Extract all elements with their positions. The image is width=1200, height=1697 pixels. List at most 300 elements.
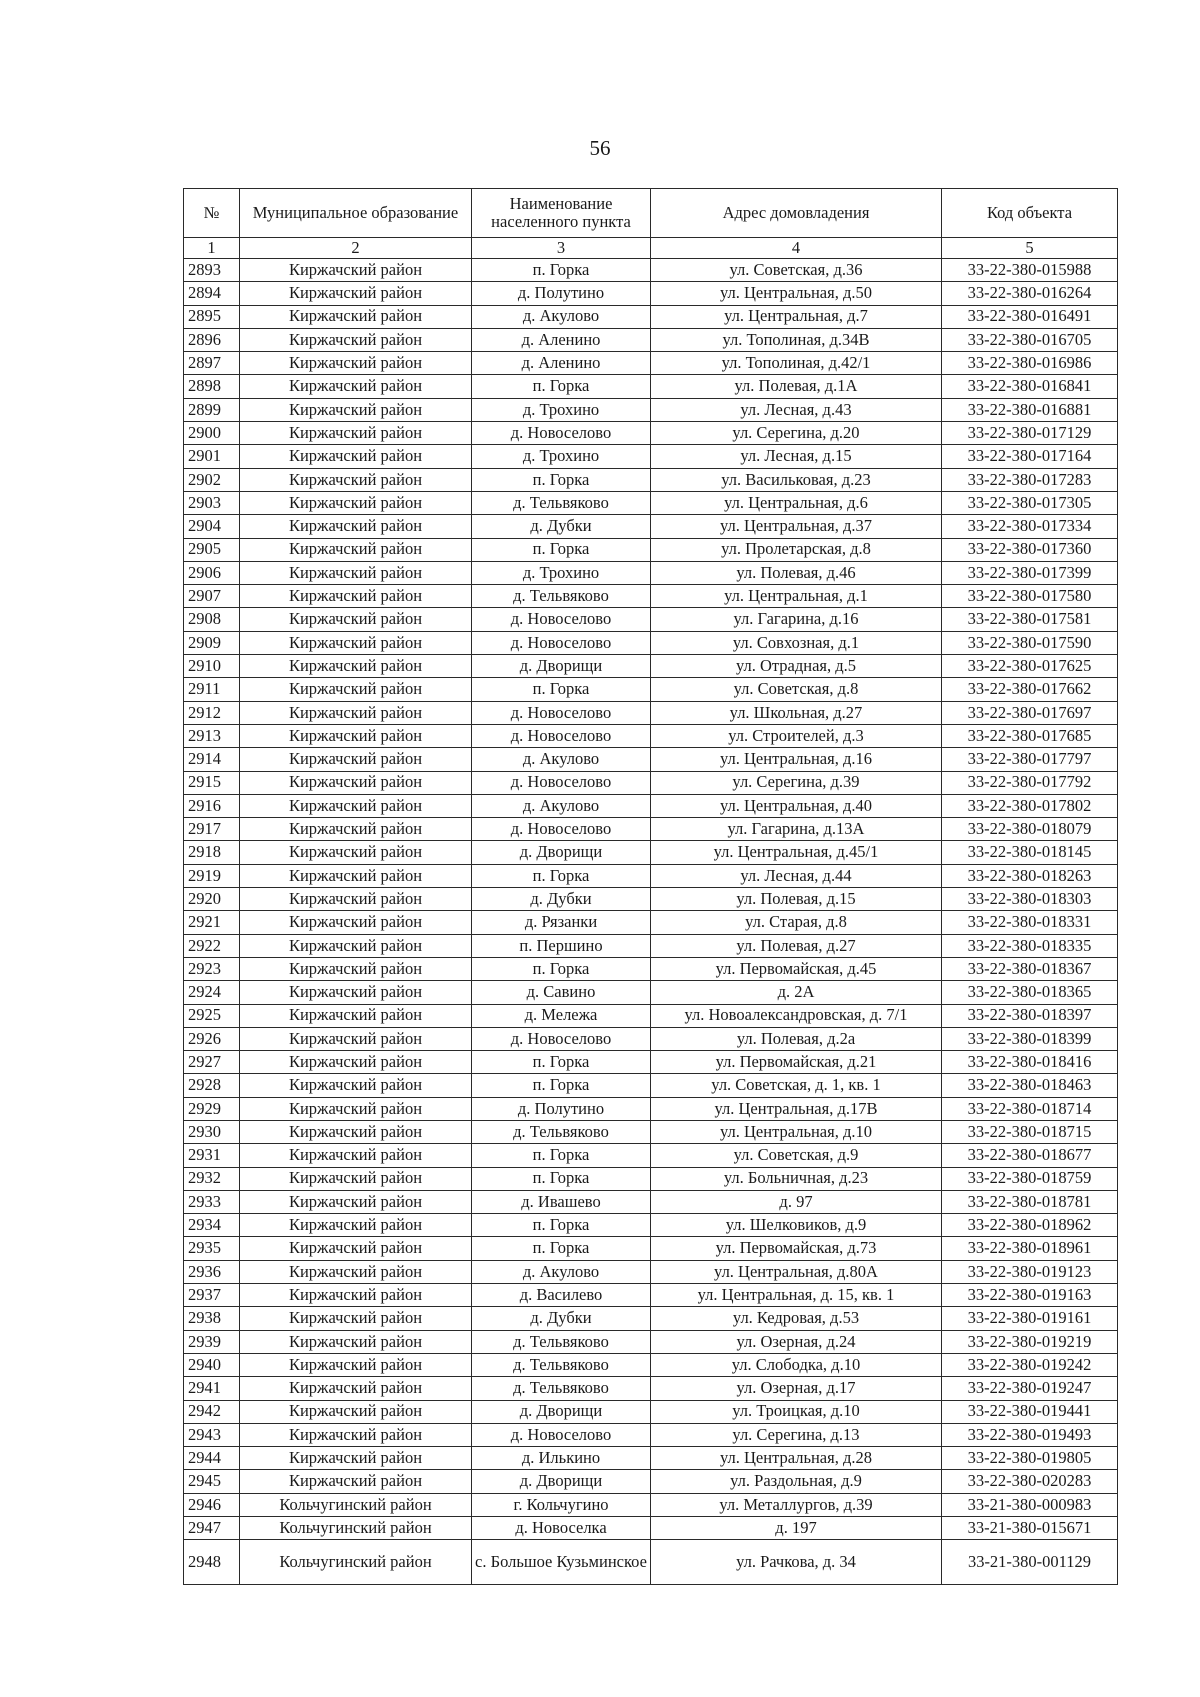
locality-cell: д. Новоселово (472, 1423, 651, 1446)
address-cell: ул. Озерная, д.17 (651, 1377, 942, 1400)
row-number: 2906 (184, 561, 240, 584)
object-code-cell: 33-22-380-018399 (942, 1027, 1118, 1050)
address-cell: ул. Центральная, д.80А (651, 1260, 942, 1283)
object-code-cell: 33-22-380-016986 (942, 352, 1118, 375)
row-number: 2903 (184, 491, 240, 514)
locality-cell: д. Акулово (472, 305, 651, 328)
address-cell: ул. Серегина, д.20 (651, 422, 942, 445)
object-code-cell: 33-22-380-016841 (942, 375, 1118, 398)
municipality-cell: Киржачский район (240, 1400, 472, 1423)
locality-cell: п. Горка (472, 678, 651, 701)
municipality-cell: Киржачский район (240, 515, 472, 538)
municipality-cell: Киржачский район (240, 631, 472, 654)
municipality-cell: Киржачский район (240, 259, 472, 282)
municipality-cell: Киржачский район (240, 724, 472, 747)
locality-cell: п. Горка (472, 1167, 651, 1190)
row-number: 2901 (184, 445, 240, 468)
address-cell: ул. Полевая, д.2а (651, 1027, 942, 1050)
object-code-cell: 33-22-380-017334 (942, 515, 1118, 538)
header-object-code: Код объекта (942, 189, 1118, 238)
object-code-cell: 33-22-380-017662 (942, 678, 1118, 701)
locality-cell: п. Горка (472, 1051, 651, 1074)
locality-cell: д. Василево (472, 1284, 651, 1307)
municipality-cell: Киржачский район (240, 771, 472, 794)
row-number: 2947 (184, 1517, 240, 1540)
object-code-cell: 33-22-380-019219 (942, 1330, 1118, 1353)
column-number-row (184, 238, 1118, 259)
locality-cell: д. Новоселово (472, 631, 651, 654)
locality-cell: д. Ивашево (472, 1190, 651, 1213)
row-number: 2939 (184, 1330, 240, 1353)
object-code-cell: 33-22-380-018714 (942, 1097, 1118, 1120)
column-number: 3 (472, 238, 651, 259)
table-row (184, 352, 1118, 375)
row-number: 2909 (184, 631, 240, 654)
column-number: 2 (240, 238, 472, 259)
row-number: 2927 (184, 1051, 240, 1074)
row-number: 2922 (184, 934, 240, 957)
row-number: 2933 (184, 1190, 240, 1213)
address-cell: д. 2А (651, 981, 942, 1004)
table-row (184, 631, 1118, 654)
address-cell: ул. Полевая, д.1А (651, 375, 942, 398)
municipality-cell: Киржачский район (240, 1307, 472, 1330)
object-code-cell: 33-22-380-018677 (942, 1144, 1118, 1167)
table-row (184, 1097, 1118, 1120)
table-row (184, 888, 1118, 911)
locality-cell: д. Дворищи (472, 1400, 651, 1423)
object-code-cell: 33-22-380-018365 (942, 981, 1118, 1004)
table-row (184, 794, 1118, 817)
table-row (184, 818, 1118, 841)
object-code-cell: 33-21-380-001129 (942, 1540, 1118, 1585)
object-code-cell: 33-22-380-017625 (942, 655, 1118, 678)
address-cell: ул. Кедровая, д.53 (651, 1307, 942, 1330)
locality-cell: д. Рязанки (472, 911, 651, 934)
municipality-cell: Киржачский район (240, 491, 472, 514)
table-body (184, 259, 1118, 1585)
address-cell: ул. Советская, д. 1, кв. 1 (651, 1074, 942, 1097)
row-number: 2916 (184, 794, 240, 817)
address-cell: ул. Рачкова, д. 34 (651, 1540, 942, 1585)
locality-cell: д. Новоселово (472, 818, 651, 841)
address-cell: ул. Тополиная, д.42/1 (651, 352, 942, 375)
municipality-cell: Киржачский район (240, 608, 472, 631)
row-number: 2937 (184, 1284, 240, 1307)
row-number: 2935 (184, 1237, 240, 1260)
municipality-cell: Киржачский район (240, 1470, 472, 1493)
municipality-cell: Кольчугинский район (240, 1517, 472, 1540)
table-row (184, 1120, 1118, 1143)
table-row (184, 934, 1118, 957)
row-number: 2899 (184, 398, 240, 421)
municipality-cell: Киржачский район (240, 561, 472, 584)
locality-cell: п. Горка (472, 468, 651, 491)
row-number: 2944 (184, 1447, 240, 1470)
address-cell: ул. Васильковая, д.23 (651, 468, 942, 491)
page-number: 56 (589, 136, 611, 160)
object-code-cell: 33-22-380-018079 (942, 818, 1118, 841)
object-code-cell: 33-22-380-019123 (942, 1260, 1118, 1283)
object-code-cell: 33-22-380-018416 (942, 1051, 1118, 1074)
municipality-cell: Киржачский район (240, 1120, 472, 1143)
table-header (184, 189, 1118, 259)
municipality-cell: Киржачский район (240, 1004, 472, 1027)
table-row (184, 1214, 1118, 1237)
column-number: 5 (942, 238, 1118, 259)
address-cell: ул. Школьная, д.27 (651, 701, 942, 724)
municipality-cell: Киржачский район (240, 864, 472, 887)
municipality-cell: Киржачский район (240, 1027, 472, 1050)
object-code-cell: 33-21-380-015671 (942, 1517, 1118, 1540)
row-number: 2948 (184, 1540, 240, 1585)
table-row (184, 445, 1118, 468)
row-number: 2894 (184, 282, 240, 305)
object-code-cell: 33-22-380-018367 (942, 957, 1118, 980)
municipality-cell: Киржачский район (240, 305, 472, 328)
row-number: 2893 (184, 259, 240, 282)
table-row (184, 701, 1118, 724)
table-row (184, 1330, 1118, 1353)
header-row (184, 189, 1118, 238)
table-row (184, 422, 1118, 445)
object-code-cell: 33-22-380-017129 (942, 422, 1118, 445)
address-cell: ул. Тополиная, д.34В (651, 328, 942, 351)
row-number: 2917 (184, 818, 240, 841)
municipality-cell: Киржачский район (240, 422, 472, 445)
row-number: 2923 (184, 957, 240, 980)
address-cell: ул. Центральная, д.1 (651, 585, 942, 608)
address-cell: ул. Первомайская, д.45 (651, 957, 942, 980)
row-number: 2912 (184, 701, 240, 724)
locality-cell: п. Горка (472, 375, 651, 398)
locality-cell: д. Трохино (472, 398, 651, 421)
municipality-cell: Киржачский район (240, 1167, 472, 1190)
table-row (184, 1517, 1118, 1540)
row-number: 2945 (184, 1470, 240, 1493)
row-number: 2936 (184, 1260, 240, 1283)
locality-cell: д. Дубки (472, 888, 651, 911)
locality-cell: д. Новоселово (472, 724, 651, 747)
address-cell: ул. Шелковиков, д.9 (651, 1214, 942, 1237)
municipality-cell: Киржачский район (240, 1097, 472, 1120)
municipality-cell: Киржачский район (240, 888, 472, 911)
row-number: 2897 (184, 352, 240, 375)
object-code-cell: 33-22-380-016264 (942, 282, 1118, 305)
table-row (184, 724, 1118, 747)
object-code-cell: 33-22-380-019163 (942, 1284, 1118, 1307)
row-number: 2938 (184, 1307, 240, 1330)
address-cell: ул. Центральная, д.50 (651, 282, 942, 305)
table-row (184, 259, 1118, 282)
table-row (184, 1260, 1118, 1283)
municipality-cell: Киржачский район (240, 1284, 472, 1307)
address-cell: ул. Центральная, д.7 (651, 305, 942, 328)
row-number: 2915 (184, 771, 240, 794)
object-code-cell: 33-22-380-017580 (942, 585, 1118, 608)
object-code-cell: 33-22-380-018145 (942, 841, 1118, 864)
table-row (184, 1423, 1118, 1446)
address-cell: ул. Лесная, д.44 (651, 864, 942, 887)
row-number: 2940 (184, 1353, 240, 1376)
row-number: 2942 (184, 1400, 240, 1423)
locality-cell: д. Тельвяково (472, 585, 651, 608)
address-cell: ул. Полевая, д.27 (651, 934, 942, 957)
object-code-cell: 33-22-380-018781 (942, 1190, 1118, 1213)
table-row (184, 398, 1118, 421)
object-code-cell: 33-22-380-020283 (942, 1470, 1118, 1493)
table-row (184, 282, 1118, 305)
municipality-cell: Киржачский район (240, 957, 472, 980)
municipality-cell: Киржачский район (240, 375, 472, 398)
address-cell: ул. Центральная, д.10 (651, 1120, 942, 1143)
object-code-cell: 33-22-380-018962 (942, 1214, 1118, 1237)
object-code-cell: 33-22-380-018335 (942, 934, 1118, 957)
address-cell: ул. Совхозная, д.1 (651, 631, 942, 654)
table-row (184, 1190, 1118, 1213)
object-code-cell: 33-22-380-016881 (942, 398, 1118, 421)
municipality-cell: Киржачский район (240, 794, 472, 817)
table-row (184, 515, 1118, 538)
address-cell: ул. Центральная, д.17В (651, 1097, 942, 1120)
object-code-cell: 33-22-380-016491 (942, 305, 1118, 328)
row-number: 2930 (184, 1120, 240, 1143)
municipality-cell: Киржачский район (240, 841, 472, 864)
row-number: 2934 (184, 1214, 240, 1237)
row-number: 2931 (184, 1144, 240, 1167)
locality-cell: д. Дубки (472, 515, 651, 538)
address-cell: ул. Центральная, д.45/1 (651, 841, 942, 864)
locality-cell: г. Кольчугино (472, 1493, 651, 1516)
table-row (184, 1144, 1118, 1167)
row-number: 2918 (184, 841, 240, 864)
locality-cell: д. Дворищи (472, 655, 651, 678)
table-row (184, 841, 1118, 864)
row-number: 2921 (184, 911, 240, 934)
row-number: 2928 (184, 1074, 240, 1097)
locality-cell: д. Новоселово (472, 771, 651, 794)
municipality-cell: Киржачский район (240, 1260, 472, 1283)
locality-cell: п. Горка (472, 1144, 651, 1167)
municipality-cell: Киржачский район (240, 1353, 472, 1376)
object-code-cell: 33-22-380-017164 (942, 445, 1118, 468)
municipality-cell: Киржачский район (240, 1074, 472, 1097)
address-cell: ул. Больничная, д.23 (651, 1167, 942, 1190)
address-cell: ул. Серегина, д.39 (651, 771, 942, 794)
table-row (184, 1167, 1118, 1190)
table-row (184, 468, 1118, 491)
object-code-cell: 33-22-380-019161 (942, 1307, 1118, 1330)
address-cell: ул. Центральная, д.28 (651, 1447, 942, 1470)
locality-cell: д. Акулово (472, 1260, 651, 1283)
object-code-cell: 33-22-380-018303 (942, 888, 1118, 911)
object-code-cell: 33-22-380-017399 (942, 561, 1118, 584)
header-locality: Наименование населенного пункта (472, 189, 651, 238)
object-code-cell: 33-22-380-018397 (942, 1004, 1118, 1027)
address-cell: ул. Старая, д.8 (651, 911, 942, 934)
object-code-cell: 33-22-380-019441 (942, 1400, 1118, 1423)
table-row (184, 1051, 1118, 1074)
row-number: 2943 (184, 1423, 240, 1446)
table-row (184, 771, 1118, 794)
address-cell: ул. Троицкая, д.10 (651, 1400, 942, 1423)
municipality-cell: Кольчугинский район (240, 1540, 472, 1585)
address-cell: ул. Первомайская, д.21 (651, 1051, 942, 1074)
locality-cell: д. Новоселово (472, 1027, 651, 1050)
row-number: 2920 (184, 888, 240, 911)
locality-cell: д. Полутино (472, 1097, 651, 1120)
table-row (184, 957, 1118, 980)
municipality-cell: Киржачский район (240, 818, 472, 841)
object-registry-table (183, 188, 1118, 1585)
locality-cell: д. Трохино (472, 445, 651, 468)
object-code-cell: 33-22-380-017697 (942, 701, 1118, 724)
municipality-cell: Киржачский район (240, 911, 472, 934)
row-number: 2926 (184, 1027, 240, 1050)
address-cell: ул. Раздольная, д.9 (651, 1470, 942, 1493)
object-code-cell: 33-22-380-018331 (942, 911, 1118, 934)
locality-cell: д. Полутино (472, 282, 651, 305)
object-code-cell: 33-22-380-019247 (942, 1377, 1118, 1400)
table-row (184, 1353, 1118, 1376)
table-row (184, 1074, 1118, 1097)
municipality-cell: Киржачский район (240, 678, 472, 701)
object-code-cell: 33-22-380-017792 (942, 771, 1118, 794)
locality-cell: д. Новоселово (472, 422, 651, 445)
address-cell: ул. Центральная, д.40 (651, 794, 942, 817)
header-municipality: Муниципальное образование (240, 189, 472, 238)
row-number: 2895 (184, 305, 240, 328)
row-number: 2904 (184, 515, 240, 538)
address-cell: ул. Гагарина, д.16 (651, 608, 942, 631)
address-cell: ул. Советская, д.8 (651, 678, 942, 701)
municipality-cell: Киржачский район (240, 468, 472, 491)
locality-cell: д. Тельвяково (472, 1377, 651, 1400)
table-row (184, 561, 1118, 584)
object-code-cell: 33-22-380-015988 (942, 259, 1118, 282)
object-code-cell: 33-22-380-018759 (942, 1167, 1118, 1190)
locality-cell: п. Горка (472, 538, 651, 561)
locality-cell: п. Горка (472, 1074, 651, 1097)
locality-cell: п. Першино (472, 934, 651, 957)
locality-cell: д. Дворищи (472, 841, 651, 864)
row-number: 2902 (184, 468, 240, 491)
municipality-cell: Киржачский район (240, 352, 472, 375)
table-row (184, 655, 1118, 678)
locality-cell: с. Большое Кузьминское (472, 1540, 651, 1585)
address-cell: ул. Центральная, д.16 (651, 748, 942, 771)
table-row (184, 1027, 1118, 1050)
municipality-cell: Киржачский район (240, 1330, 472, 1353)
table-row (184, 748, 1118, 771)
municipality-cell: Киржачский район (240, 282, 472, 305)
address-cell: ул. Металлургов, д.39 (651, 1493, 942, 1516)
address-cell: ул. Центральная, д.6 (651, 491, 942, 514)
locality-cell: п. Горка (472, 1214, 651, 1237)
table-row (184, 981, 1118, 1004)
municipality-cell: Киржачский район (240, 748, 472, 771)
object-code-cell: 33-22-380-018961 (942, 1237, 1118, 1260)
municipality-cell: Киржачский район (240, 1423, 472, 1446)
address-cell: ул. Озерная, д.24 (651, 1330, 942, 1353)
table-row (184, 305, 1118, 328)
address-cell: ул. Лесная, д.15 (651, 445, 942, 468)
locality-cell: п. Горка (472, 864, 651, 887)
row-number: 2910 (184, 655, 240, 678)
row-number: 2946 (184, 1493, 240, 1516)
locality-cell: д. Дворищи (472, 1470, 651, 1493)
object-code-cell: 33-22-380-019493 (942, 1423, 1118, 1446)
municipality-cell: Киржачский район (240, 655, 472, 678)
row-number: 2914 (184, 748, 240, 771)
table-row (184, 1493, 1118, 1516)
object-code-cell: 33-21-380-000983 (942, 1493, 1118, 1516)
locality-cell: д. Тельвяково (472, 1330, 651, 1353)
address-cell: ул. Советская, д.9 (651, 1144, 942, 1167)
locality-cell: д. Савино (472, 981, 651, 1004)
municipality-cell: Киржачский район (240, 1144, 472, 1167)
row-number: 2925 (184, 1004, 240, 1027)
locality-cell: д. Аленино (472, 328, 651, 351)
address-cell: ул. Отрадная, д.5 (651, 655, 942, 678)
table-row (184, 1470, 1118, 1493)
municipality-cell: Кольчугинский район (240, 1493, 472, 1516)
address-cell: ул. Лесная, д.43 (651, 398, 942, 421)
municipality-cell: Киржачский район (240, 1051, 472, 1074)
row-number: 2932 (184, 1167, 240, 1190)
municipality-cell: Киржачский район (240, 445, 472, 468)
table-row (184, 538, 1118, 561)
table-row (184, 1540, 1118, 1585)
locality-cell: д. Новоселово (472, 701, 651, 724)
table-row (184, 1400, 1118, 1423)
table-row (184, 1377, 1118, 1400)
locality-cell: п. Горка (472, 259, 651, 282)
object-code-cell: 33-22-380-019242 (942, 1353, 1118, 1376)
locality-cell: д. Мележа (472, 1004, 651, 1027)
address-cell: ул. Первомайская, д.73 (651, 1237, 942, 1260)
municipality-cell: Киржачский район (240, 1237, 472, 1260)
address-cell: ул. Полевая, д.46 (651, 561, 942, 584)
address-cell: ул. Слободка, д.10 (651, 1353, 942, 1376)
table-row (184, 678, 1118, 701)
address-cell: ул. Советская, д.36 (651, 259, 942, 282)
municipality-cell: Киржачский район (240, 701, 472, 724)
locality-cell: д. Новоселово (472, 608, 651, 631)
column-number: 4 (651, 238, 942, 259)
table-row (184, 1447, 1118, 1470)
locality-cell: д. Трохино (472, 561, 651, 584)
locality-cell: д. Тельвяково (472, 1120, 651, 1143)
object-code-cell: 33-22-380-017283 (942, 468, 1118, 491)
object-code-cell: 33-22-380-017581 (942, 608, 1118, 631)
municipality-cell: Киржачский район (240, 981, 472, 1004)
municipality-cell: Киржачский район (240, 585, 472, 608)
table-row (184, 911, 1118, 934)
locality-cell: д. Акулово (472, 794, 651, 817)
address-cell: ул. Новоалександровская, д. 7/1 (651, 1004, 942, 1027)
row-number: 2911 (184, 678, 240, 701)
row-number: 2898 (184, 375, 240, 398)
object-code-cell: 33-22-380-017797 (942, 748, 1118, 771)
row-number: 2924 (184, 981, 240, 1004)
row-number: 2919 (184, 864, 240, 887)
table-row (184, 1004, 1118, 1027)
municipality-cell: Киржачский район (240, 328, 472, 351)
locality-cell: д. Тельвяково (472, 491, 651, 514)
address-cell: ул. Строителей, д.3 (651, 724, 942, 747)
row-number: 2900 (184, 422, 240, 445)
